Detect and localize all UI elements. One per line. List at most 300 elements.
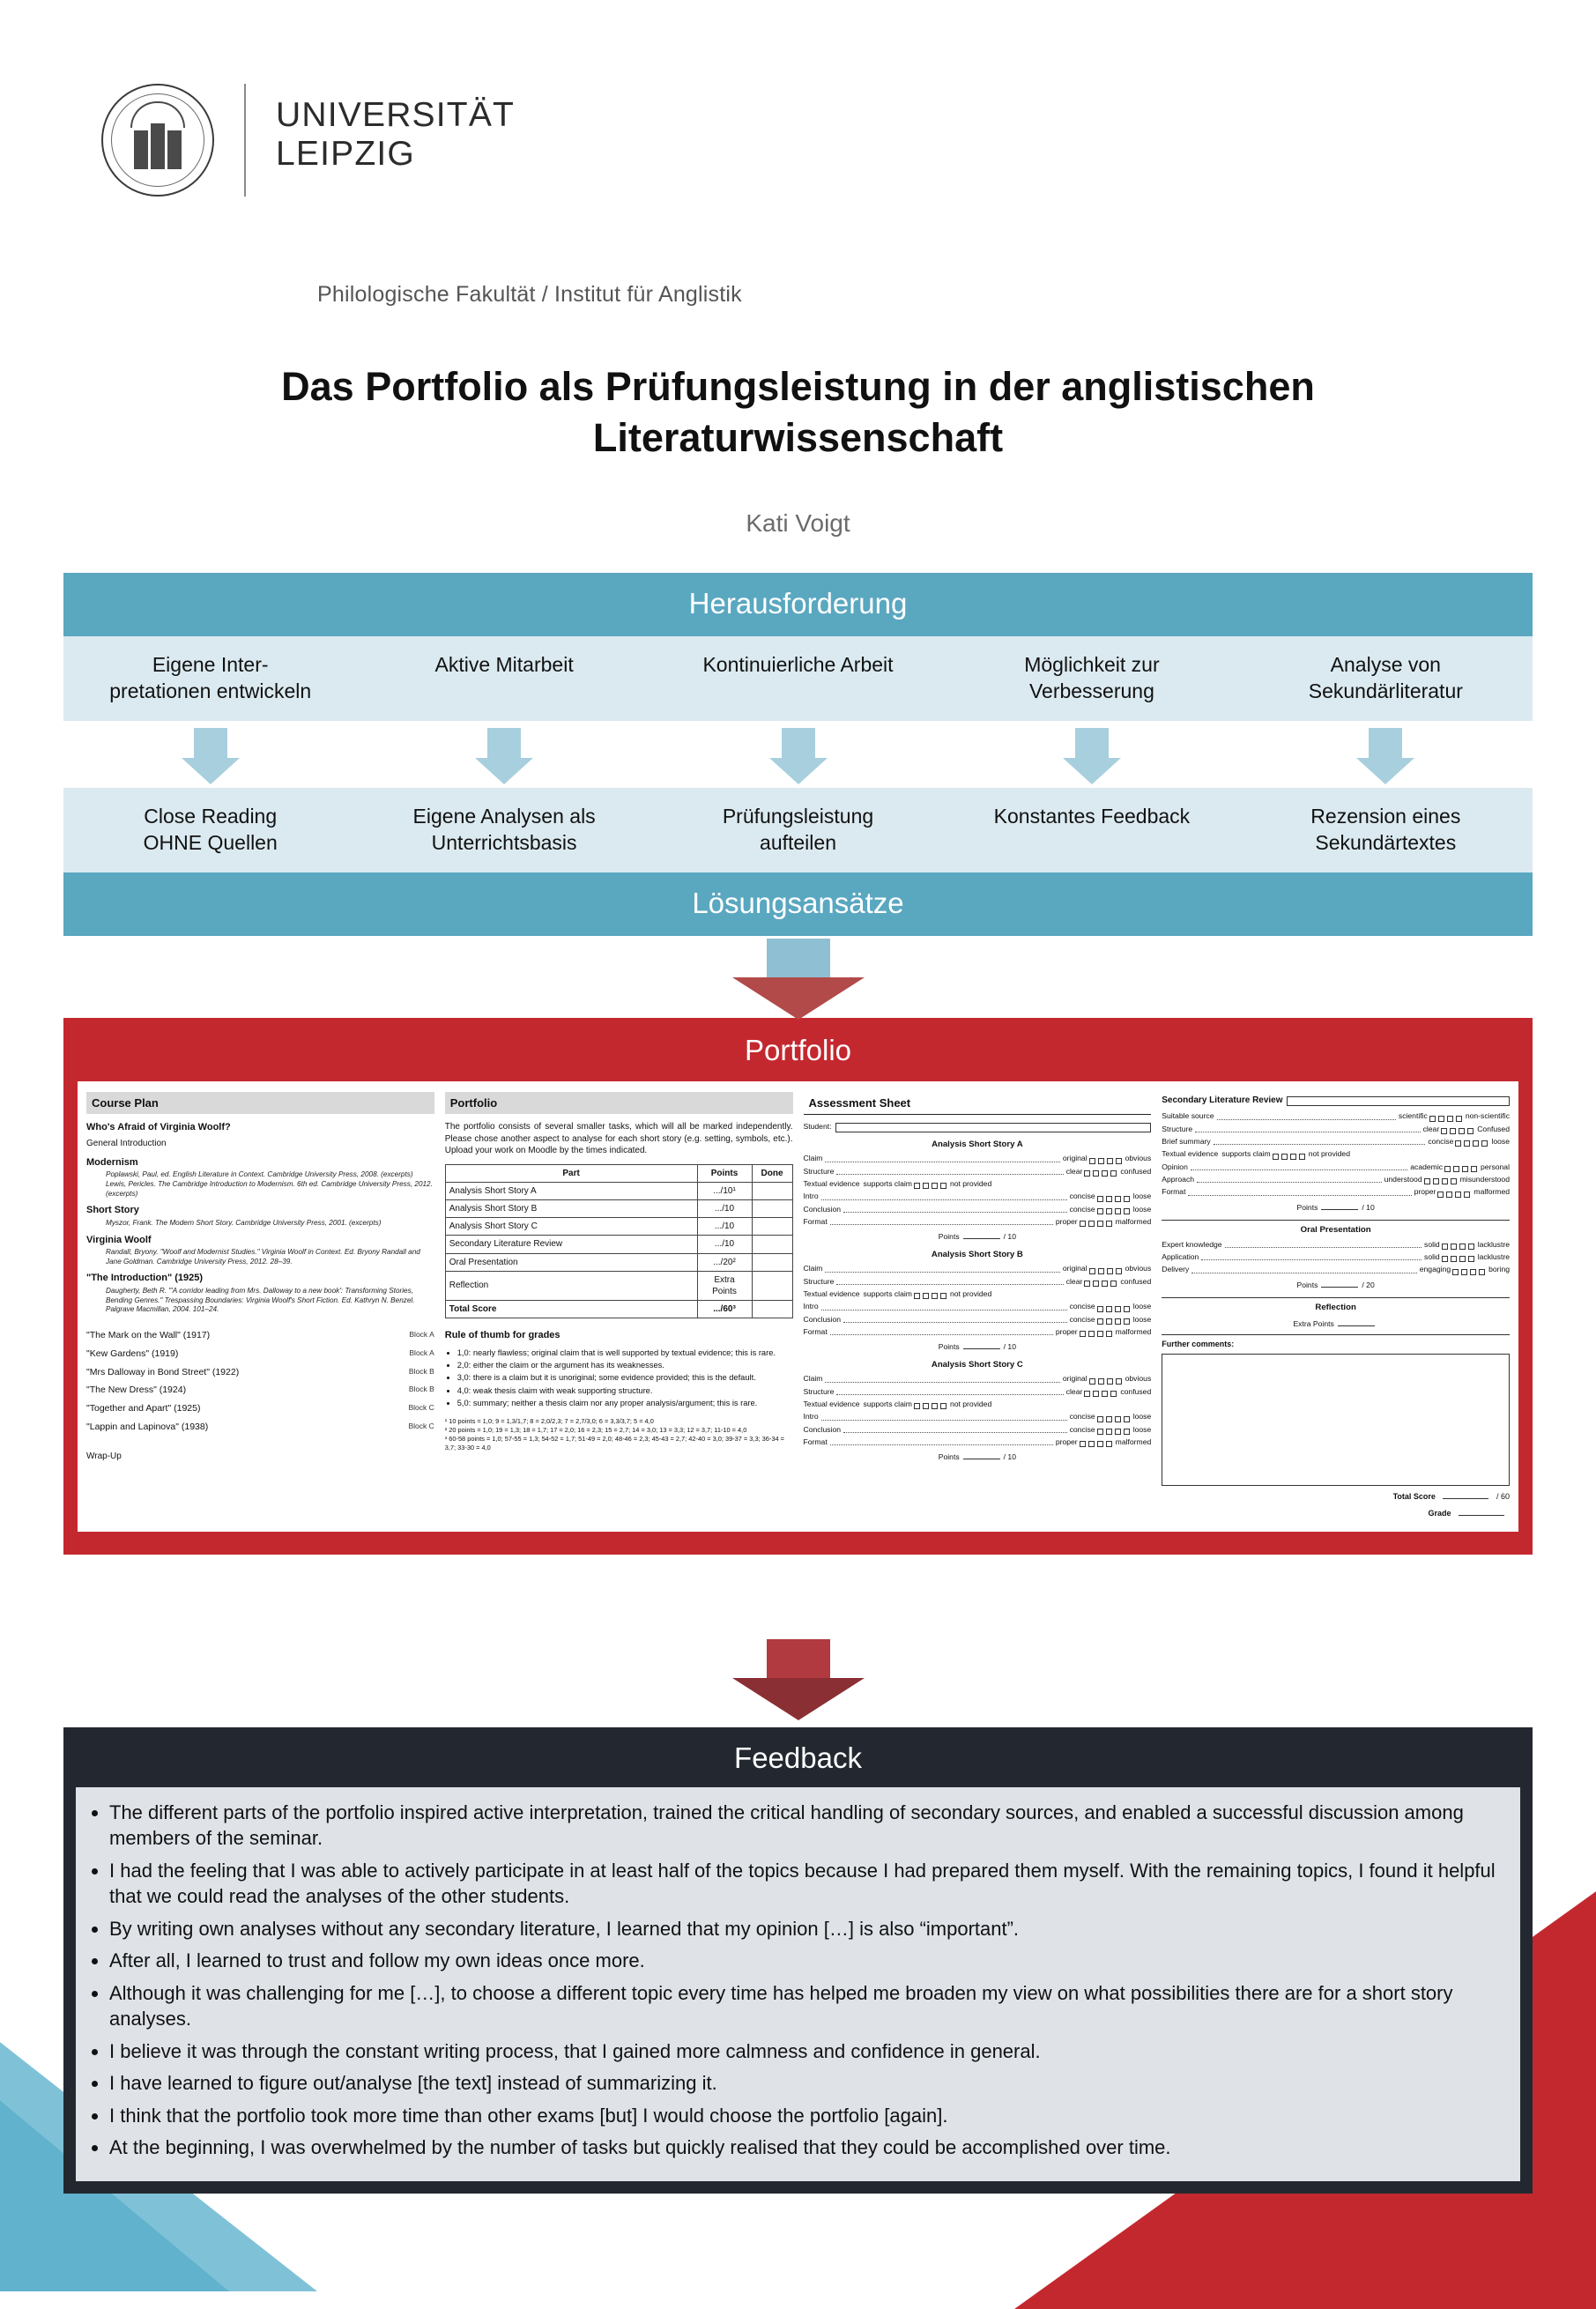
table-header-row — [445, 1164, 792, 1182]
rating-checkbox[interactable] — [940, 1293, 946, 1299]
criterion-name: Format — [803, 1326, 828, 1336]
part-name: Analysis Short Story B — [445, 1200, 697, 1218]
rating-checkbox[interactable] — [1124, 1318, 1130, 1325]
rating-checkbox[interactable] — [940, 1183, 946, 1189]
rating-checkbox[interactable] — [1080, 1331, 1086, 1337]
criterion-row — [804, 1437, 1152, 1447]
rating-checkbox[interactable] — [1442, 1256, 1448, 1262]
rating-checkbox[interactable] — [1471, 1166, 1477, 1172]
table-row — [445, 1182, 792, 1199]
rating-checkbox[interactable] — [1115, 1318, 1121, 1325]
criterion-right: confused — [1120, 1276, 1152, 1286]
criterion-row — [804, 1412, 1152, 1422]
criterion-right: obvious — [1125, 1264, 1152, 1273]
rating-checkbox[interactable] — [1451, 1256, 1457, 1262]
rule-of-thumb-title: Rule of thumb for grades — [444, 1330, 560, 1341]
portfolio-heading: Portfolio — [744, 1034, 852, 1066]
rating-checkbox[interactable] — [1097, 1196, 1103, 1202]
criterion-name: Textual evidence — [803, 1178, 860, 1188]
rating-checkbox[interactable] — [1115, 1196, 1121, 1202]
criterion-name: Intro — [803, 1302, 819, 1311]
reading-title: "Together and Apart" (1925) — [86, 1403, 201, 1414]
rating-checkbox[interactable] — [1093, 1170, 1099, 1177]
university-header — [101, 84, 515, 197]
reading-block: Block B — [408, 1366, 434, 1376]
secondary-review-column — [1162, 1092, 1510, 1519]
criterion-left: clear — [1065, 1166, 1083, 1176]
total-done — [752, 1301, 792, 1318]
criterion-name: Intro — [803, 1192, 819, 1201]
reading-item — [86, 1330, 434, 1342]
rating-checkbox[interactable] — [1433, 1178, 1439, 1184]
criterion-row — [804, 1154, 1152, 1163]
reflection-title: Reflection — [1162, 1297, 1510, 1314]
criterion-right: obvious — [1125, 1374, 1152, 1384]
rating-checkbox[interactable] — [1446, 1192, 1452, 1198]
criterion-name: Structure — [1162, 1124, 1193, 1133]
rating-checkbox[interactable] — [914, 1293, 920, 1299]
challenge-item — [651, 636, 945, 721]
criterion-right: confused — [1120, 1166, 1152, 1176]
rating-checkbox[interactable] — [1429, 1116, 1436, 1122]
rating-checkbox[interactable] — [1124, 1306, 1130, 1312]
rating-checkbox[interactable] — [1464, 1192, 1470, 1198]
col-points: Points — [697, 1164, 752, 1182]
rating-checkbox[interactable] — [1106, 1221, 1112, 1227]
criterion-row — [804, 1179, 1152, 1189]
criterion-left: supports claim — [863, 1399, 912, 1408]
challenge-item-label: Kontinuierliche Arbeit — [702, 653, 894, 676]
criterion-left: original — [1062, 1154, 1088, 1163]
criterion-row — [1162, 1252, 1510, 1262]
rating-checkbox[interactable] — [1468, 1256, 1474, 1262]
criterion-left: understood — [1384, 1174, 1422, 1184]
challenge-section — [63, 573, 1533, 936]
criterion-left: supports claim — [863, 1178, 912, 1188]
criterion-left: original — [1062, 1264, 1088, 1273]
assessment-header: Assessment Sheet — [804, 1092, 1152, 1115]
rating-checkbox[interactable] — [1442, 1178, 1448, 1184]
assessment-sheet-column — [804, 1092, 1152, 1519]
rating-checkbox[interactable] — [1115, 1429, 1121, 1435]
rating-checkbox[interactable] — [923, 1293, 929, 1299]
rating-checkbox[interactable] — [1106, 1416, 1112, 1422]
rating-checkbox[interactable] — [1459, 1256, 1466, 1262]
rating-checkbox[interactable] — [1451, 1244, 1457, 1250]
criterion-row — [804, 1277, 1152, 1287]
rating-checkbox[interactable] — [1441, 1128, 1447, 1134]
rating-checkbox[interactable] — [1442, 1244, 1448, 1250]
challenge-item — [945, 636, 1238, 721]
reading-item — [86, 1348, 434, 1361]
rating-checkbox[interactable] — [1107, 1268, 1113, 1274]
rating-checkbox[interactable] — [1447, 1116, 1453, 1122]
criterion-name: Conclusion — [803, 1314, 842, 1324]
reading-title: "Kew Gardens" (1919) — [86, 1348, 179, 1359]
solution-item — [1239, 788, 1533, 872]
part-done[interactable] — [752, 1271, 792, 1300]
rating-checkbox[interactable] — [1098, 1378, 1104, 1385]
solution-item-label: Prüfungsleistung aufteilen — [722, 804, 874, 854]
faculty-line: Philologische Fakultät / Institut für Anglistik — [317, 282, 742, 307]
points-row — [804, 1232, 1152, 1242]
rating-checkbox[interactable] — [940, 1403, 946, 1409]
criterion-name: Format — [803, 1437, 828, 1446]
rating-checkbox[interactable] — [1116, 1378, 1122, 1385]
criterion-row — [804, 1167, 1152, 1177]
portfolio-column-header: Portfolio — [445, 1092, 793, 1114]
challenge-item-label: Aktive Mitarbeit — [434, 653, 574, 676]
criterion-name: Expert knowledge — [1162, 1239, 1222, 1249]
rating-checkbox[interactable] — [932, 1183, 938, 1189]
total-score-max: / 60 — [1496, 1491, 1510, 1501]
secondary-header: Secondary Literature Review — [1162, 1095, 1283, 1105]
rating-checkbox[interactable] — [1084, 1391, 1090, 1397]
criterion-right: not provided — [949, 1288, 992, 1298]
reading-block: Block C — [408, 1403, 434, 1413]
rating-checkbox[interactable] — [1097, 1429, 1103, 1435]
challenge-item — [1239, 636, 1533, 721]
criterion-left: proper — [1055, 1437, 1078, 1446]
rating-checkbox[interactable] — [932, 1293, 938, 1299]
extra-points-input[interactable] — [1338, 1325, 1375, 1326]
points-input[interactable] — [963, 1238, 1000, 1239]
further-comments-title: Further comments: — [1162, 1339, 1235, 1348]
rating-checkbox[interactable] — [1080, 1441, 1086, 1447]
criterion-name: Claim — [803, 1154, 823, 1163]
rating-checkbox[interactable] — [1097, 1331, 1103, 1337]
total-score-label: Total Score — [1392, 1491, 1436, 1501]
points-label: Points — [938, 1452, 960, 1462]
criterion-left: concise — [1069, 1424, 1095, 1434]
rating-checkbox[interactable] — [1097, 1441, 1103, 1447]
portfolio-intro-text: The portfolio consists of several smaller tasks, which will all be marked independently. Please chose another aspect to analyse for each short story (e.g. setting, symbols, etc.). Upload your work on Moodle by the times indicated. — [444, 1122, 793, 1156]
reading-title: "Lappin and Lapinova" (1938) — [86, 1422, 209, 1433]
criterion-right: personal — [1481, 1162, 1510, 1171]
rating-checkbox[interactable] — [1106, 1441, 1112, 1447]
rating-checkbox[interactable] — [1098, 1158, 1104, 1164]
criterion-left: concise — [1069, 1192, 1095, 1201]
part-points: .../20² — [697, 1253, 752, 1271]
course-section-ref: Poplawski, Paul, ed. English Literature in Context. Cambridge University Press, 2008. (excerpts) — [106, 1170, 413, 1179]
rating-checkbox[interactable] — [1461, 1269, 1467, 1275]
rating-checkbox[interactable] — [1124, 1429, 1130, 1435]
points-max: / 10 — [1003, 1232, 1016, 1242]
feedback-item: • I had the feeling that I was able to actively participate in at least half of the topics because I had prepared them myself. With the remaining topics, I found it helpful that we could read the analyses of the other students. — [109, 1858, 1504, 1910]
criterion-name: Approach — [1162, 1174, 1195, 1184]
further-comments-input[interactable] — [1162, 1354, 1510, 1486]
criterion-row — [1162, 1125, 1510, 1134]
points-input[interactable] — [1321, 1287, 1358, 1288]
reading-title: "The Mark on the Wall" (1917) — [86, 1329, 211, 1340]
rating-checkbox[interactable] — [1467, 1128, 1474, 1134]
criterion-right: loose — [1132, 1412, 1152, 1422]
rating-checkbox[interactable] — [1115, 1416, 1121, 1422]
reading-block: Block C — [408, 1422, 434, 1431]
student-field[interactable] — [804, 1122, 1152, 1132]
portfolio-parts-table — [445, 1164, 793, 1319]
rating-checkbox[interactable] — [1088, 1221, 1095, 1227]
criterion-name: Structure — [803, 1386, 835, 1396]
secondary-title-input[interactable] — [1287, 1096, 1510, 1106]
criterion-name: Textual evidence — [803, 1288, 860, 1298]
criterion-name: Suitable source — [1162, 1111, 1214, 1121]
assessment-block-title: Analysis Short Story A — [932, 1139, 1023, 1149]
criterion-left: clear — [1422, 1124, 1440, 1133]
points-max: / 20 — [1362, 1280, 1375, 1289]
rating-checkbox[interactable] — [1107, 1378, 1113, 1385]
criterion-right: malformed — [1474, 1187, 1510, 1197]
rating-checkbox[interactable] — [1299, 1154, 1305, 1160]
rating-checkbox[interactable] — [1106, 1331, 1112, 1337]
rating-checkbox[interactable] — [1106, 1208, 1112, 1214]
grade-label: Grade — [1428, 1508, 1451, 1518]
rating-checkbox[interactable] — [1080, 1221, 1086, 1227]
rating-checkbox[interactable] — [1450, 1128, 1456, 1134]
course-section-name: "The Introduction" (1925) — [86, 1273, 204, 1284]
course-section-ref: Myszor, Frank. The Modern Short Story. Cambridge University Press, 2001. (excerpts) — [106, 1218, 382, 1227]
rating-checkbox[interactable] — [1273, 1154, 1279, 1160]
rating-checkbox[interactable] — [923, 1403, 929, 1409]
part-name: Reflection — [445, 1271, 697, 1300]
rating-checkbox[interactable] — [1468, 1244, 1474, 1250]
assessment-block-title: Analysis Short Story C — [931, 1359, 1023, 1370]
rating-checkbox[interactable] — [1115, 1208, 1121, 1214]
points-row — [804, 1452, 1152, 1462]
rating-checkbox[interactable] — [1106, 1306, 1112, 1312]
rating-checkbox[interactable] — [1455, 1192, 1461, 1198]
criterion-right: loose — [1132, 1424, 1152, 1434]
part-done[interactable] — [752, 1200, 792, 1218]
rating-checkbox[interactable] — [914, 1403, 920, 1409]
criterion-name: Textual evidence — [1162, 1149, 1219, 1159]
rating-checkbox[interactable] — [1124, 1416, 1130, 1422]
criterion-name: Intro — [803, 1412, 819, 1422]
solution-item-label: Konstantes Feedback — [993, 804, 1191, 828]
rating-checkbox[interactable] — [1116, 1158, 1122, 1164]
rating-checkbox[interactable] — [1290, 1154, 1296, 1160]
rating-checkbox[interactable] — [1089, 1268, 1095, 1274]
criterion-right: loose — [1132, 1314, 1152, 1324]
rating-checkbox[interactable] — [1084, 1170, 1090, 1177]
points-input[interactable] — [1321, 1209, 1358, 1210]
rating-checkbox[interactable] — [1479, 1269, 1485, 1275]
feedback-list — [92, 1800, 1504, 2161]
rating-checkbox[interactable] — [1116, 1268, 1122, 1274]
rating-checkbox[interactable] — [1088, 1441, 1095, 1447]
criterion-right: loose — [1491, 1136, 1510, 1146]
rating-checkbox[interactable] — [1089, 1158, 1095, 1164]
total-score-input[interactable] — [1443, 1498, 1488, 1499]
criterion-name: Format — [1162, 1187, 1186, 1197]
rating-checkbox[interactable] — [1097, 1306, 1103, 1312]
points-input[interactable] — [963, 1348, 1000, 1349]
rating-checkbox[interactable] — [1106, 1429, 1112, 1435]
rating-checkbox[interactable] — [1097, 1221, 1103, 1227]
criterion-right: lacklustre — [1477, 1251, 1510, 1261]
rating-checkbox[interactable] — [1097, 1416, 1103, 1422]
rule-item: • 1,0: nearly flawless; original claim that is well supported by textual evidence; this is rare. — [457, 1348, 793, 1358]
portfolio-description-column — [445, 1092, 793, 1519]
challenge-item-label: Möglichkeit zur Verbesserung — [1024, 653, 1160, 702]
table-row — [445, 1253, 792, 1271]
points-label: Points — [1296, 1280, 1318, 1289]
points-max: / 10 — [1003, 1342, 1016, 1352]
rating-checkbox[interactable] — [1124, 1196, 1130, 1202]
rating-checkbox[interactable] — [1473, 1140, 1479, 1147]
criterion-left: original — [1062, 1374, 1088, 1384]
reading-item — [86, 1422, 434, 1434]
reading-item — [86, 1367, 434, 1379]
criterion-left: supports claim — [863, 1288, 912, 1298]
rating-checkbox[interactable] — [1124, 1208, 1130, 1214]
rating-checkbox[interactable] — [1097, 1318, 1103, 1325]
rating-checkbox[interactable] — [1464, 1140, 1470, 1147]
total-score-row — [1162, 1492, 1510, 1503]
rating-checkbox[interactable] — [1110, 1281, 1117, 1287]
points-row — [1162, 1281, 1510, 1290]
author-name: Kati Voigt — [746, 509, 850, 537]
feedback-item: • Although it was challenging for me […], to choose a different topic every time has helped me broaden my view on what possibilities there are for a short story analyses. — [109, 1980, 1504, 2032]
criterion-row — [804, 1374, 1152, 1384]
criterion-left: proper — [1414, 1187, 1436, 1197]
rating-checkbox[interactable] — [1102, 1281, 1108, 1287]
course-section-ref: Randall, Bryony. "Woolf and Modernist Studies." Virginia Woolf in Context. Ed. Bryony Randall and Jane Goldman. Cambridge University Press, 2012. 28–39. — [106, 1248, 420, 1266]
criterion-name: Textual evidence — [803, 1399, 860, 1408]
grade-input[interactable] — [1459, 1515, 1504, 1516]
rating-checkbox[interactable] — [1438, 1116, 1444, 1122]
part-done[interactable] — [752, 1236, 792, 1253]
portfolio-section — [63, 1018, 1533, 1555]
reading-block: Block A — [409, 1329, 434, 1339]
rating-checkbox[interactable] — [1424, 1178, 1430, 1184]
feedback-item: • At the beginning, I was overwhelmed by the number of tasks but quickly realised that they could be accomplished over time. — [109, 2135, 1504, 2160]
footnote: ³ 60-58 points = 1,0; 57-55 = 1,3; 54-52 = 1,7; 51-49 = 2,0; 48-46 = 2,3; 45-43 = 2,7; 42-40 = 3,0; 39-37 = 3,3; 36-34 = 3,7; 33-30 = 4,0 — [444, 1435, 784, 1452]
solution-item-label: Close Reading OHNE Quellen — [143, 804, 278, 854]
rating-checkbox[interactable] — [1437, 1192, 1444, 1198]
table-row — [445, 1236, 792, 1253]
part-done[interactable] — [752, 1218, 792, 1236]
footnotes — [445, 1417, 793, 1452]
criterion-row — [804, 1217, 1152, 1227]
part-name: Oral Presentation — [445, 1253, 697, 1271]
rating-checkbox[interactable] — [1459, 1128, 1465, 1134]
rating-checkbox[interactable] — [1453, 1166, 1459, 1172]
criterion-right: misunderstood — [1459, 1174, 1510, 1184]
rating-checkbox[interactable] — [1110, 1170, 1117, 1177]
total-label: Total Score — [445, 1301, 697, 1318]
points-row — [804, 1342, 1152, 1352]
reading-title: "The New Dress" (1924) — [86, 1385, 187, 1396]
rating-checkbox[interactable] — [1093, 1391, 1099, 1397]
part-done[interactable] — [752, 1253, 792, 1271]
rating-checkbox[interactable] — [1097, 1208, 1103, 1214]
rating-checkbox[interactable] — [932, 1403, 938, 1409]
criterion-row — [1162, 1149, 1510, 1159]
criterion-row — [1162, 1137, 1510, 1147]
criterion-right: not provided — [949, 1399, 992, 1408]
rating-checkbox[interactable] — [1107, 1158, 1113, 1164]
criterion-left: clear — [1065, 1386, 1083, 1396]
course-plan-column — [86, 1092, 434, 1519]
rating-checkbox[interactable] — [1451, 1178, 1457, 1184]
rating-checkbox[interactable] — [1462, 1166, 1468, 1172]
rule-item: • 2,0: either the claim or the argument has its weaknesses. — [457, 1360, 793, 1370]
extra-points-label: Extra Points — [1293, 1318, 1334, 1328]
rating-checkbox[interactable] — [1459, 1244, 1466, 1250]
criterion-row — [804, 1387, 1152, 1397]
part-name: Analysis Short Story A — [445, 1182, 697, 1199]
criterion-row — [1162, 1187, 1510, 1197]
rating-checkbox[interactable] — [923, 1183, 929, 1189]
rule-item: • 3,0: there is a claim but it is unoriginal; some evidence provided; this is the default. — [457, 1372, 793, 1383]
criterion-name: Conclusion — [803, 1424, 842, 1434]
reading-title: "Mrs Dalloway in Bond Street" (1922) — [86, 1366, 240, 1377]
criterion-row — [804, 1302, 1152, 1311]
feedback-item: • I have learned to figure out/analyse [the text] instead of summarizing it. — [109, 2070, 1504, 2096]
challenge-item-label: Eigene Inter- pretationen entwickeln — [109, 653, 312, 702]
rating-checkbox[interactable] — [1470, 1269, 1476, 1275]
criterion-right: loose — [1132, 1302, 1152, 1311]
rating-checkbox[interactable] — [1115, 1306, 1121, 1312]
rating-checkbox[interactable] — [1106, 1196, 1112, 1202]
criterion-row — [1162, 1175, 1510, 1184]
rating-checkbox[interactable] — [1452, 1269, 1459, 1275]
rating-checkbox[interactable] — [1106, 1318, 1112, 1325]
grade-row — [1162, 1509, 1510, 1519]
points-row — [1162, 1203, 1510, 1213]
criterion-left: clear — [1065, 1276, 1083, 1286]
part-done[interactable] — [752, 1182, 792, 1199]
rating-checkbox[interactable] — [1456, 1116, 1462, 1122]
rating-checkbox[interactable] — [1281, 1154, 1288, 1160]
criterion-left: scientific — [1398, 1111, 1428, 1121]
course-section-ref: Daugherty, Beth R. "'A corridor leading from Mrs. Dalloway to a new book': Transforming Stories, Bending Genres." Trespassing Boundaries: Virginia Woolf's Short Fiction. Ed. Kathryn N. Benzel. Palgrave Macmillan, 2004. 101–24. — [106, 1286, 415, 1314]
footnote: ¹ 10 points = 1,0; 9 = 1,3/1,7; 8 = 2,0/2,3; 7 = 2,7/3,0; 6 = 3,3/3,7; 5 = 4,0 — [444, 1417, 654, 1426]
course-section-ref: Lewis, Pericles. The Cambridge Introduction to Modernism. 6th ed. Cambridge University Press, 2012. (excerpts) — [106, 1180, 433, 1198]
criterion-name: Structure — [803, 1276, 835, 1286]
reading-item — [86, 1403, 434, 1415]
criterion-left: concise — [1428, 1136, 1454, 1146]
course-section-name: Virginia Woolf — [86, 1234, 152, 1245]
rating-checkbox[interactable] — [1093, 1281, 1099, 1287]
rating-checkbox[interactable] — [1455, 1140, 1461, 1147]
feedback-item: • I believe it was through the constant writing process, that I gained more calmness and confidence in general. — [109, 2038, 1504, 2064]
criterion-name: Delivery — [1162, 1265, 1190, 1274]
arrow-to-portfolio-icon — [732, 939, 865, 1020]
table-row — [445, 1271, 792, 1300]
rating-checkbox[interactable] — [1102, 1391, 1108, 1397]
rating-checkbox[interactable] — [1444, 1166, 1451, 1172]
rating-checkbox[interactable] — [1084, 1281, 1090, 1287]
reading-block: Block A — [409, 1348, 434, 1357]
criterion-name: Conclusion — [803, 1204, 842, 1214]
rating-checkbox[interactable] — [1088, 1331, 1095, 1337]
rating-checkbox[interactable] — [1098, 1268, 1104, 1274]
rating-checkbox[interactable] — [1089, 1378, 1095, 1385]
criterion-left: concise — [1069, 1302, 1095, 1311]
rating-checkbox[interactable] — [1481, 1140, 1488, 1147]
student-input[interactable] — [835, 1123, 1152, 1132]
arrow-to-feedback-icon — [732, 1639, 865, 1720]
header-divider — [244, 84, 246, 197]
rating-checkbox[interactable] — [1110, 1391, 1117, 1397]
rating-checkbox[interactable] — [914, 1183, 920, 1189]
rating-checkbox[interactable] — [1102, 1170, 1108, 1177]
part-points: .../10 — [697, 1218, 752, 1236]
solution-item — [651, 788, 945, 872]
university-name-line2: LEIPZIG — [276, 135, 415, 174]
